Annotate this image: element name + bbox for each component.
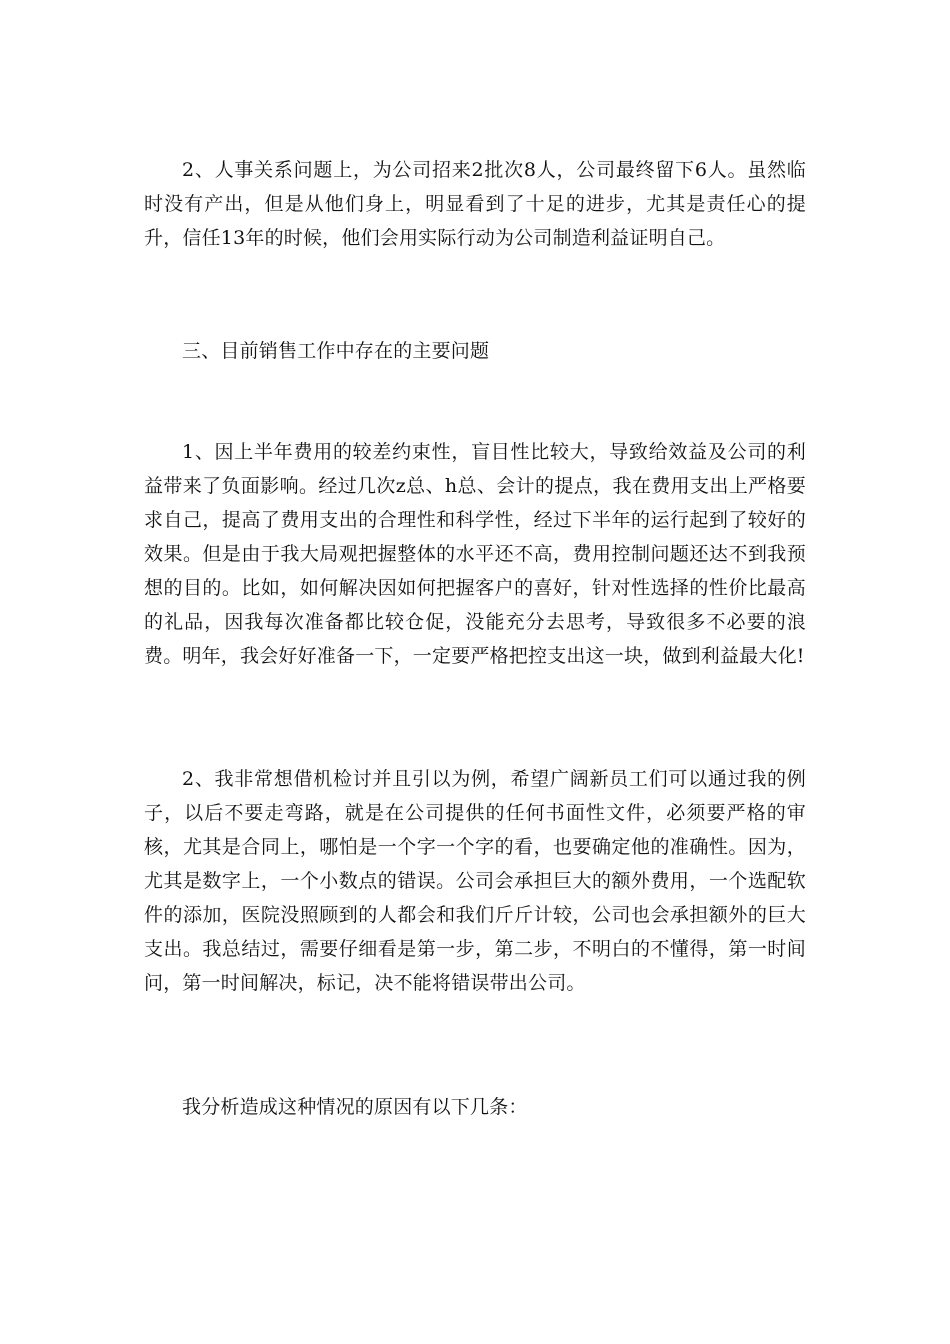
paragraph-problem-2: 2、我非常想借机检讨并且引以为例，希望广阔新员工们可以通过我的例子，以后不要走弯路，就是在公司提供的任何书面性文件，必须要严格的审核，尤其是合同上，哪怕是一个字一个字的看，也要确定他的准确性。因为，尤其是数字上，一个小数点的错误。公司会承担巨大的额外费用，一个选配软件的添加，医院没照顾到的人都会和我们斤斤计较，公司也会承担额外的巨大支出。我总结过，需要仔细看是第一步，第二步，不明白的不懂得，第一时间问，第一时间解决，标记，决不能将错误带出公司。 <box>144 768 806 994</box>
paragraph-hr-issues: 2、人事关系问题上，为公司招来2批次8人，公司最终留下6人。虽然临时没有产出，但是从他们身上，明显看到了十足的进步，尤其是责任心的提升，信任13年的时候，他们会用实际行动为公司制造利益证明自己。 <box>144 159 806 249</box>
section-heading-main-problems: 三、目前销售工作中存在的主要问题 <box>182 340 490 362</box>
paragraph-problem-1: 1、因上半年费用的较差约束性，盲目性比较大，导致给效益及公司的利益带来了负面影响。经过几次z总、h总、会计的提点，我在费用支出上严格要求自己，提高了费用支出的合理性和科学性，经过下半年的运行起到了较好的效果。但是由于我大局观把握整体的水平还不高，费用控制问题还达不到我预想的目的。比如，如何解决因如何把握客户的喜好，针对性选择的性价比最高的礼品，因我每次准备都比较仓促，没能充分去思考，导致很多不必要的浪费。明年，我会好好准备一下，一定要严格把控支出这一块，做到利益最大化! <box>144 441 806 667</box>
paragraph-analysis-intro: 我分析造成这种情况的原因有以下几条： <box>182 1096 528 1118</box>
